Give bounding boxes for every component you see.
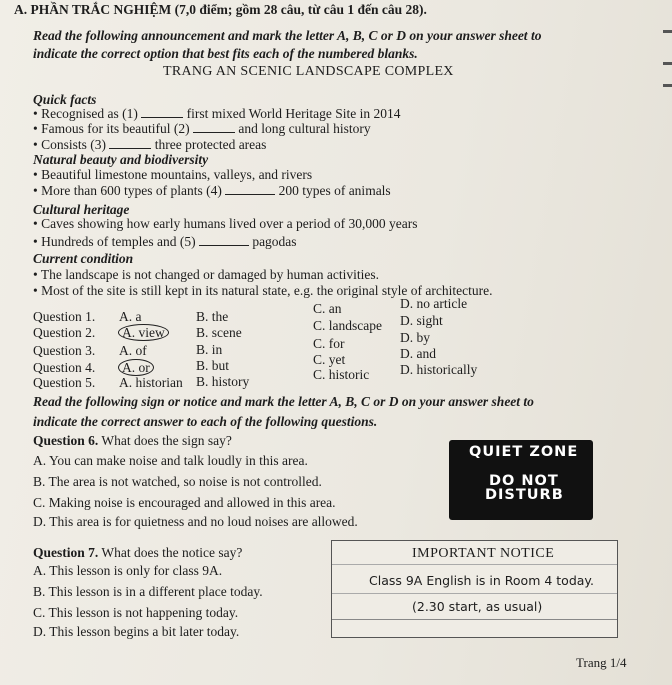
q1-option-b[interactable]: B. the bbox=[196, 309, 229, 324]
q1-option-a[interactable]: A. a bbox=[119, 309, 142, 324]
notice-rule-bottom bbox=[332, 619, 617, 620]
q5-option-b[interactable]: B. history bbox=[196, 374, 250, 389]
q4-option-d[interactable]: D. and bbox=[400, 346, 436, 361]
q6-option-b[interactable]: B. The area is not watched, so noise is not controlled. bbox=[33, 474, 322, 489]
notice-line-1: Class 9A English is in Room 4 today. bbox=[369, 573, 594, 588]
q1-option-c[interactable]: C. an bbox=[313, 301, 342, 316]
sign-line-1: QUIET ZONE bbox=[469, 444, 579, 460]
cultural-2 bbox=[33, 234, 297, 250]
q4-option-c[interactable]: C. yet bbox=[313, 352, 346, 367]
q7-option-b[interactable]: B. This lesson is in a different place today. bbox=[33, 584, 263, 599]
q3-option-c[interactable]: C. for bbox=[313, 336, 345, 351]
sign-line-3: DISTURB bbox=[485, 487, 564, 503]
notice-title: IMPORTANT NOTICE bbox=[412, 546, 555, 561]
current-heading: Current condition bbox=[33, 251, 134, 266]
q3-option-a[interactable]: A. of bbox=[119, 343, 147, 358]
q5-option-d[interactable]: D. historically bbox=[400, 362, 478, 377]
fact-2-end: and long cultural history bbox=[238, 121, 371, 136]
nature-heading: Natural beauty and biodiversity bbox=[33, 152, 209, 167]
cultural-2-end: pagodas bbox=[252, 234, 297, 249]
current-1: • The landscape is not changed or damaged by human activities. bbox=[33, 267, 379, 282]
sign-line-2: DO NOT bbox=[489, 473, 559, 489]
margin-mark bbox=[663, 30, 672, 33]
question-7 bbox=[33, 545, 242, 561]
notice-rule-mid bbox=[332, 593, 617, 594]
q2-option-a[interactable] bbox=[121, 325, 169, 341]
q2-option-c[interactable]: C. landscape bbox=[313, 318, 382, 333]
notice-rule-top bbox=[332, 564, 617, 565]
quiet-zone-sign bbox=[449, 440, 593, 520]
cultural-heading: Cultural heritage bbox=[33, 202, 130, 217]
q3-option-d[interactable]: D. by bbox=[400, 330, 430, 345]
q2-option-b[interactable]: B. scene bbox=[196, 325, 242, 340]
instruction-line-1: Read the following announcement and mark the letter A, B, C or D on your answer sheet to bbox=[33, 28, 542, 43]
fact-1 bbox=[33, 106, 400, 122]
quick-facts-heading: Quick facts bbox=[33, 92, 97, 107]
question-2-label: Question 2. bbox=[33, 325, 96, 340]
q1-option-d[interactable]: D. no article bbox=[400, 296, 468, 311]
margin-mark bbox=[663, 62, 672, 65]
q6-option-c[interactable]: C. Making noise is encouraged and allowed in this area. bbox=[33, 495, 336, 510]
cultural-2-start: • Hundreds of temples and (5) bbox=[33, 234, 196, 249]
q4-selected-answer: A. or bbox=[118, 359, 154, 376]
fact-3-start: • Consists (3) bbox=[33, 137, 106, 152]
q3-option-b[interactable]: B. in bbox=[196, 342, 223, 357]
question-6-label: Question 6. bbox=[33, 433, 99, 448]
fact-3 bbox=[33, 137, 266, 153]
q6-option-d[interactable]: D. This area is for quietness and no loud noises are allowed. bbox=[33, 514, 358, 529]
section-title: A. PHẦN TRẮC NGHIỆM (7,0 điểm; gồm 28 câu, từ câu 1 đến câu 28). bbox=[14, 2, 427, 17]
part2-instruction-2: indicate the correct answer to each of the following questions. bbox=[33, 414, 378, 429]
q4-option-b[interactable]: B. but bbox=[196, 358, 230, 373]
question-7-text: What does the notice say? bbox=[101, 545, 243, 560]
blank-5 bbox=[199, 234, 249, 246]
nature-2-end: 200 types of animals bbox=[278, 183, 391, 198]
q6-option-a[interactable]: A. You can make noise and talk loudly in this area. bbox=[33, 453, 308, 468]
question-4-label: Question 4. bbox=[33, 360, 96, 375]
q2-option-d[interactable]: D. sight bbox=[400, 313, 443, 328]
question-1-label: Question 1. bbox=[33, 309, 96, 324]
cultural-1: • Caves showing how early humans lived over a period of 30,000 years bbox=[33, 216, 418, 231]
blank-2 bbox=[193, 121, 235, 133]
q7-option-a[interactable]: A. This lesson is only for class 9A. bbox=[33, 563, 223, 578]
q7-option-c[interactable]: C. This lesson is not happening today. bbox=[33, 605, 239, 620]
fact-1-start: • Recognised as (1) bbox=[33, 106, 138, 121]
nature-2 bbox=[33, 183, 391, 199]
q7-option-d[interactable]: D. This lesson begins a bit later today. bbox=[33, 624, 240, 639]
fact-3-end: three protected areas bbox=[154, 137, 267, 152]
question-6-text: What does the sign say? bbox=[101, 433, 232, 448]
part2-instruction-1: Read the following sign or notice and mark the letter A, B, C or D on your answer sheet to bbox=[33, 394, 534, 409]
fact-2-start: • Famous for its beautiful (2) bbox=[33, 121, 190, 136]
q5-option-c[interactable]: C. historic bbox=[313, 367, 370, 382]
notice-line-2: (2.30 start, as usual) bbox=[412, 599, 543, 614]
q4-option-a[interactable] bbox=[121, 360, 154, 376]
question-6 bbox=[33, 433, 232, 449]
margin-mark bbox=[663, 84, 672, 87]
nature-2-start: • More than 600 types of plants (4) bbox=[33, 183, 222, 198]
current-2: • Most of the site is still kept in its natural state, e.g. the original style of architecture. bbox=[33, 283, 493, 298]
fact-2 bbox=[33, 121, 371, 137]
blank-3 bbox=[109, 137, 151, 149]
page-number: Trang 1/4 bbox=[576, 655, 627, 670]
instruction-line-2: indicate the correct option that best fits each of the numbered blanks. bbox=[33, 46, 418, 61]
q5-option-a[interactable]: A. historian bbox=[119, 375, 183, 390]
important-notice bbox=[331, 540, 618, 638]
blank-1 bbox=[141, 106, 183, 118]
nature-1: • Beautiful limestone mountains, valleys, and rivers bbox=[33, 167, 313, 182]
fact-1-end: first mixed World Heritage Site in 2014 bbox=[186, 106, 401, 121]
question-3-label: Question 3. bbox=[33, 343, 96, 358]
blank-4 bbox=[225, 183, 275, 195]
question-5-label: Question 5. bbox=[33, 375, 96, 390]
announcement-title: TRANG AN SCENIC LANDSCAPE COMPLEX bbox=[163, 64, 454, 79]
question-7-label: Question 7. bbox=[33, 545, 99, 560]
q2-selected-answer: A. view bbox=[118, 324, 169, 341]
